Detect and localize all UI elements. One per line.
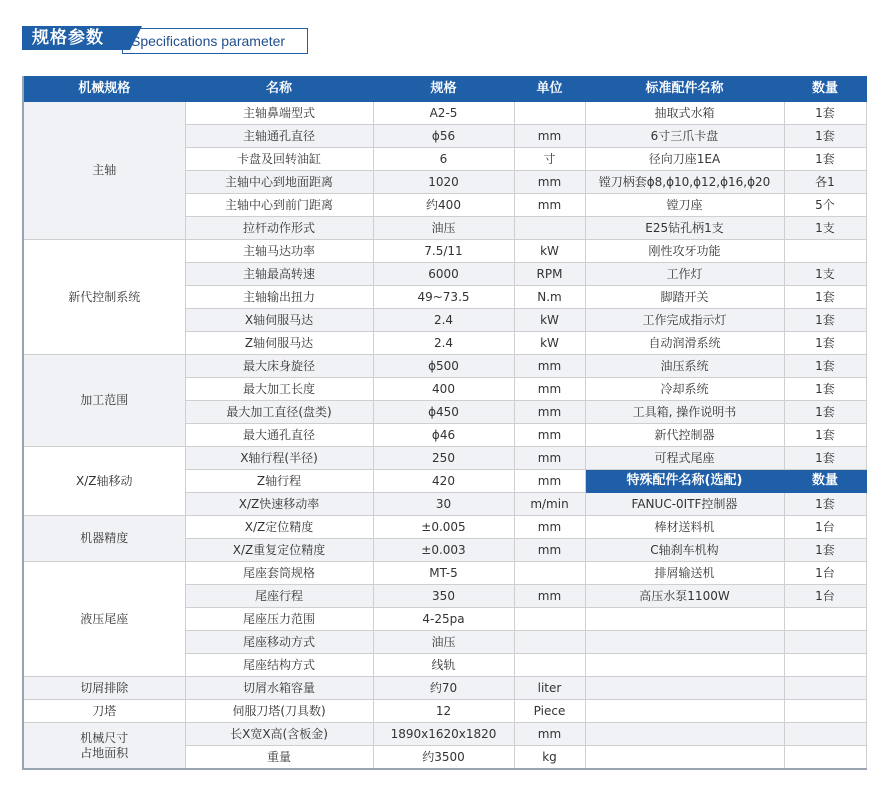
group-label <box>23 562 185 677</box>
spec-value: ϕ46 <box>373 424 514 447</box>
spec-name: 主轴中心到地面距离 <box>185 171 373 194</box>
special-accessory-qty: 1台 <box>784 562 866 585</box>
group-label-line: 机械尺寸 <box>80 730 129 745</box>
accessory-name: 脚踏开关 <box>585 286 784 309</box>
group-label-line: 机器精度 <box>80 531 129 545</box>
accessory-qty: 1套 <box>784 309 866 332</box>
spec-name: 最大通孔直径 <box>185 424 373 447</box>
special-accessory-name: 排屑输送机 <box>585 562 784 585</box>
accessory-name: 工具箱, 操作说明书 <box>585 401 784 424</box>
group-label <box>23 102 185 240</box>
accessory-name: 工作完成指示灯 <box>585 309 784 332</box>
empty-cell <box>784 654 866 677</box>
group-label <box>23 700 185 723</box>
col-header-unit: 单位 <box>514 77 585 102</box>
spec-name: 重量 <box>185 746 373 770</box>
section-header <box>22 26 312 56</box>
special-accessory-name: 高压水泵1100W <box>585 585 784 608</box>
spec-name: X/Z快速移动率 <box>185 493 373 516</box>
group-label <box>23 723 185 770</box>
accessory-name: 新代控制器 <box>585 424 784 447</box>
accessory-name: 镗刀座 <box>585 194 784 217</box>
accessory-name: 油压系统 <box>585 355 784 378</box>
empty-cell <box>585 746 784 770</box>
spec-value: ϕ56 <box>373 125 514 148</box>
spec-value: 350 <box>373 585 514 608</box>
spec-name: 最大床身旋径 <box>185 355 373 378</box>
empty-cell <box>784 631 866 654</box>
spec-name: 尾座行程 <box>185 585 373 608</box>
spec-name: 拉杆动作形式 <box>185 217 373 240</box>
spec-unit: mm <box>514 585 585 608</box>
accessory-qty: 1套 <box>784 447 866 470</box>
group-label-line: 刀塔 <box>92 703 117 718</box>
spec-name: 长X宽X高(含板金) <box>185 723 373 746</box>
spec-unit: mm <box>514 378 585 401</box>
spec-table <box>22 76 867 770</box>
section-title-en-box <box>122 28 308 54</box>
col-header-category: 机械规格 <box>23 77 185 102</box>
table-row <box>23 240 866 263</box>
spec-name: Z轴伺服马达 <box>185 332 373 355</box>
accessory-name: 可程式尾座 <box>585 447 784 470</box>
spec-value: 2.4 <box>373 332 514 355</box>
spec-value: 7.5/11 <box>373 240 514 263</box>
spec-value: 1890x1620x1820 <box>373 723 514 746</box>
table-row <box>23 677 866 700</box>
group-label-line: 新代控制系统 <box>68 289 141 304</box>
spec-value: ϕ450 <box>373 401 514 424</box>
spec-unit <box>514 217 585 240</box>
accessory-qty: 1套 <box>784 332 866 355</box>
accessory-qty: 5个 <box>784 194 866 217</box>
spec-unit: mm <box>514 723 585 746</box>
empty-cell <box>585 654 784 677</box>
spec-value: ϕ500 <box>373 355 514 378</box>
spec-unit: mm <box>514 401 585 424</box>
spec-name: X轴伺服马达 <box>185 309 373 332</box>
group-label-line: 液压尾座 <box>80 611 129 626</box>
spec-unit <box>514 608 585 631</box>
accessory-qty: 1套 <box>784 401 866 424</box>
spec-value: ±0.003 <box>373 539 514 562</box>
spec-value: 400 <box>373 378 514 401</box>
group-label-line: 切屑排除 <box>80 680 129 695</box>
spec-unit: kW <box>514 309 585 332</box>
table-row <box>23 102 866 125</box>
spec-unit: kW <box>514 240 585 263</box>
spec-name: 主轴最高转速 <box>185 263 373 286</box>
accessory-qty: 1支 <box>784 217 866 240</box>
table-row <box>23 355 866 378</box>
spec-unit: 寸 <box>514 148 585 171</box>
spec-value: 1020 <box>373 171 514 194</box>
spec-value: ±0.005 <box>373 516 514 539</box>
spec-value: 油压 <box>373 217 514 240</box>
accessory-qty: 1套 <box>784 355 866 378</box>
spec-unit: mm <box>514 516 585 539</box>
table-row <box>23 516 866 539</box>
section-title-zh: 规格参数 <box>32 28 104 48</box>
spec-value: 49~73.5 <box>373 286 514 309</box>
accessory-qty: 1支 <box>784 263 866 286</box>
spec-name: 卡盘及回转油缸 <box>185 148 373 171</box>
spec-name: 尾座压力范围 <box>185 608 373 631</box>
spec-value: 2.4 <box>373 309 514 332</box>
group-label <box>23 447 185 516</box>
col-header-qty: 数量 <box>784 77 866 102</box>
table-row <box>23 562 866 585</box>
accessory-name: 工作灯 <box>585 263 784 286</box>
empty-cell <box>784 723 866 746</box>
spec-unit <box>514 102 585 125</box>
group-label-line: 加工范围 <box>80 393 129 407</box>
table-row <box>23 723 866 746</box>
col-header-spec: 规格 <box>373 77 514 102</box>
accessory-qty <box>784 240 866 263</box>
empty-cell <box>585 631 784 654</box>
table-row <box>23 447 866 470</box>
group-label-line: 占地面积 <box>80 745 129 760</box>
group-label <box>23 240 185 355</box>
spec-value: 30 <box>373 493 514 516</box>
spec-name: X轴行程(半径) <box>185 447 373 470</box>
spec-value: 12 <box>373 700 514 723</box>
spec-name: 尾座套筒规格 <box>185 562 373 585</box>
spec-unit: mm <box>514 447 585 470</box>
accessory-name: 自动润滑系统 <box>585 332 784 355</box>
accessory-name: 径向刀座1EA <box>585 148 784 171</box>
spec-unit: Piece <box>514 700 585 723</box>
spec-value: 420 <box>373 470 514 493</box>
special-accessory-qty: 1台 <box>784 516 866 539</box>
group-label <box>23 355 185 447</box>
empty-cell <box>784 746 866 770</box>
accessory-qty: 1套 <box>784 125 866 148</box>
special-header-name: 特殊配件名称(选配) <box>585 470 784 493</box>
spec-unit: mm <box>514 539 585 562</box>
empty-cell <box>585 723 784 746</box>
empty-cell <box>585 608 784 631</box>
spec-unit: kg <box>514 746 585 770</box>
empty-cell <box>585 700 784 723</box>
spec-name: 最大加工长度 <box>185 378 373 401</box>
spec-unit: mm <box>514 171 585 194</box>
spec-name: X/Z重复定位精度 <box>185 539 373 562</box>
accessory-qty: 各1 <box>784 171 866 194</box>
spec-value: 6 <box>373 148 514 171</box>
spec-unit: liter <box>514 677 585 700</box>
col-header-accessory: 标准配件名称 <box>585 77 784 102</box>
group-label-line: X/Z轴移动 <box>76 473 133 488</box>
spec-name: 尾座移动方式 <box>185 631 373 654</box>
spec-value: 线轨 <box>373 654 514 677</box>
accessory-name: 抽取式水箱 <box>585 102 784 125</box>
spec-name: Z轴行程 <box>185 470 373 493</box>
table-header-row <box>23 77 866 102</box>
spec-unit: mm <box>514 125 585 148</box>
spec-unit: N.m <box>514 286 585 309</box>
spec-name: 切屑水箱容量 <box>185 677 373 700</box>
accessory-qty: 1套 <box>784 148 866 171</box>
spec-name: X/Z定位精度 <box>185 516 373 539</box>
spec-value: 约70 <box>373 677 514 700</box>
spec-unit: mm <box>514 470 585 493</box>
spec-value: MT-5 <box>373 562 514 585</box>
accessory-qty: 1套 <box>784 424 866 447</box>
empty-cell <box>784 608 866 631</box>
spec-name: 主轴通孔直径 <box>185 125 373 148</box>
accessory-name: 镗刀柄套ϕ8,ϕ10,ϕ12,ϕ16,ϕ20 <box>585 171 784 194</box>
spec-name: 主轴马达功率 <box>185 240 373 263</box>
special-accessory-qty: 1套 <box>784 539 866 562</box>
spec-name: 主轴中心到前门距离 <box>185 194 373 217</box>
spec-name: 主轴输出扭力 <box>185 286 373 309</box>
spec-unit <box>514 631 585 654</box>
spec-unit: mm <box>514 194 585 217</box>
accessory-qty: 1套 <box>784 286 866 309</box>
section-title-tab <box>22 26 130 50</box>
accessory-name: 冷却系统 <box>585 378 784 401</box>
accessory-qty: 1套 <box>784 102 866 125</box>
accessory-qty: 1套 <box>784 378 866 401</box>
spec-name: 伺服刀塔(刀具数) <box>185 700 373 723</box>
spec-unit <box>514 654 585 677</box>
spec-unit <box>514 562 585 585</box>
spec-name: 主轴鼻端型式 <box>185 102 373 125</box>
special-accessory-name: C轴刹车机构 <box>585 539 784 562</box>
group-label-line: 主轴 <box>92 163 117 177</box>
table-row <box>23 700 866 723</box>
accessory-name: 刚性攻牙功能 <box>585 240 784 263</box>
spec-value: 4-25pa <box>373 608 514 631</box>
spec-value: 约3500 <box>373 746 514 770</box>
section-title-en: Specifications parameter <box>131 33 286 49</box>
spec-unit: kW <box>514 332 585 355</box>
col-header-name: 名称 <box>185 77 373 102</box>
group-label <box>23 677 185 700</box>
empty-cell <box>585 677 784 700</box>
empty-cell <box>784 677 866 700</box>
accessory-name: E25钻孔柄1支 <box>585 217 784 240</box>
spec-value: 油压 <box>373 631 514 654</box>
special-header-qty: 数量 <box>784 470 866 493</box>
spec-value: 约400 <box>373 194 514 217</box>
empty-cell <box>784 700 866 723</box>
spec-name: 尾座结构方式 <box>185 654 373 677</box>
spec-unit: m/min <box>514 493 585 516</box>
spec-unit: mm <box>514 355 585 378</box>
spec-unit: RPM <box>514 263 585 286</box>
special-accessory-name: FANUC-0ITF控制器 <box>585 493 784 516</box>
spec-name: 最大加工直径(盘类) <box>185 401 373 424</box>
group-label <box>23 516 185 562</box>
special-accessory-name: 棒材送料机 <box>585 516 784 539</box>
spec-unit: mm <box>514 424 585 447</box>
special-accessory-qty: 1台 <box>784 585 866 608</box>
accessory-name: 6寸三爪卡盘 <box>585 125 784 148</box>
spec-value: A2-5 <box>373 102 514 125</box>
spec-value: 6000 <box>373 263 514 286</box>
spec-value: 250 <box>373 447 514 470</box>
special-accessory-qty: 1套 <box>784 493 866 516</box>
